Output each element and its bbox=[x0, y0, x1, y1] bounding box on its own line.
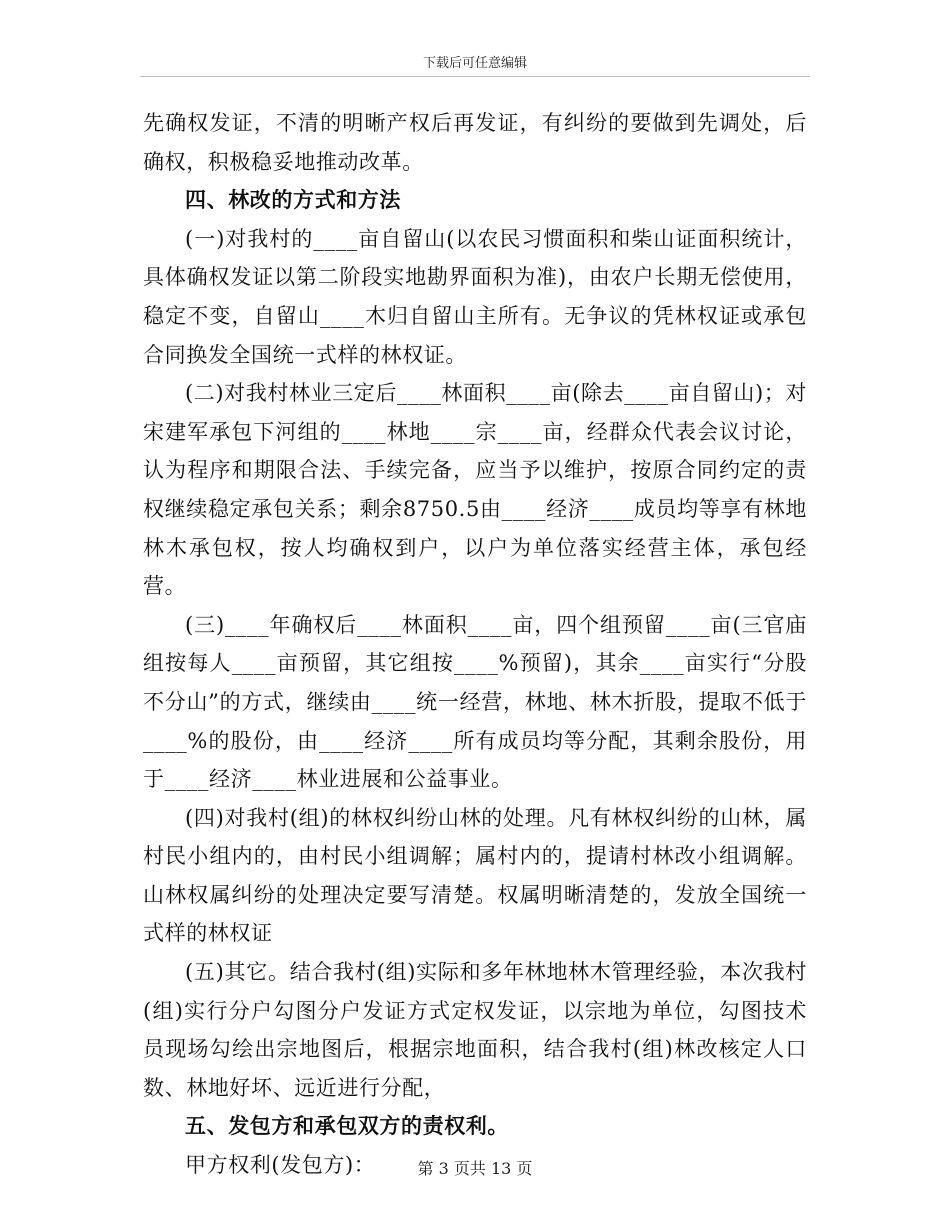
paragraph-item-4: (四)对我村(组)的林权纠纷山林的处理。凡有林权纠纷的山林，属村民小组内的，由村民小组调解；属村内的，提请村林改小组调解。山林权属纠纷的处理决定要写清楚。权属明晰清楚的，发放全国统一式样的林权证 bbox=[143, 805, 807, 946]
page-footer: 第 3 页共 13 页 bbox=[417, 1159, 533, 1178]
section-heading-5: 五、发包方和承包双方的责权利。 bbox=[185, 1113, 509, 1139]
document-body bbox=[143, 104, 807, 1185]
page-header: 下载后可任意编辑 bbox=[422, 56, 527, 71]
section-heading-4: 四、林改的方式和方法 bbox=[185, 187, 401, 213]
paragraph-continuation: 先确权发证，不清的明晰产权后再发证，有纠纷的要做到先调处，后确权，积极稳妥地推动改革。 bbox=[143, 111, 807, 174]
paragraph-party-a-rights: 甲方权利(发包方)： bbox=[185, 1153, 376, 1178]
paragraph-item-2: (二)对我村林业三定后____林面积____亩(除去____亩自留山)；对宋建军承包下河组的____林地____宗____亩，经群众代表会议讨论，认为程序和期限合法、手续完备，应当予以维护，按原合同约定的责权继续稳定承包关系；剩余8750.5由____经济____成员均等享有林地林木承包权，按人均确权到户，以户为单位落实经营主体，承包经营。 bbox=[143, 381, 807, 599]
paragraph-item-3: (三)____年确权后____林面积____亩，四个组预留____亩(三官庙组按每人____亩预留，其它组按____%预留)，其余____亩实行“分股不分山”的方式，继续由____统一经营，林地、林木折股，提取不低于____%的股份，由____经济____所有成员均等分配，其剩余股份，用于____经济____林业进展和公益事业。 bbox=[143, 612, 807, 792]
paragraph-item-5: (五)其它。结合我村(组)实际和多年林地林木管理经验，本次我村(组)实行分户勾图分户发证方式定权发证，以宗地为单位，勾图技术员现场勾绘出宗地图后，根据宗地面积，结合我村(组)林改核定人口数、林地好坏、远近进行分配， bbox=[143, 960, 807, 1100]
header-divider bbox=[140, 76, 810, 77]
paragraph-item-1: (一)对我村的____亩自留山(以农民习惯面积和柴山证面积统计，具体确权发证以第二阶段实地勘界面积为准)，由农户长期无偿使用，稳定不变，自留山____木归自留山主所有。无争议的凭林权证或承包合同换发全国统一式样的林权证。 bbox=[143, 226, 807, 367]
